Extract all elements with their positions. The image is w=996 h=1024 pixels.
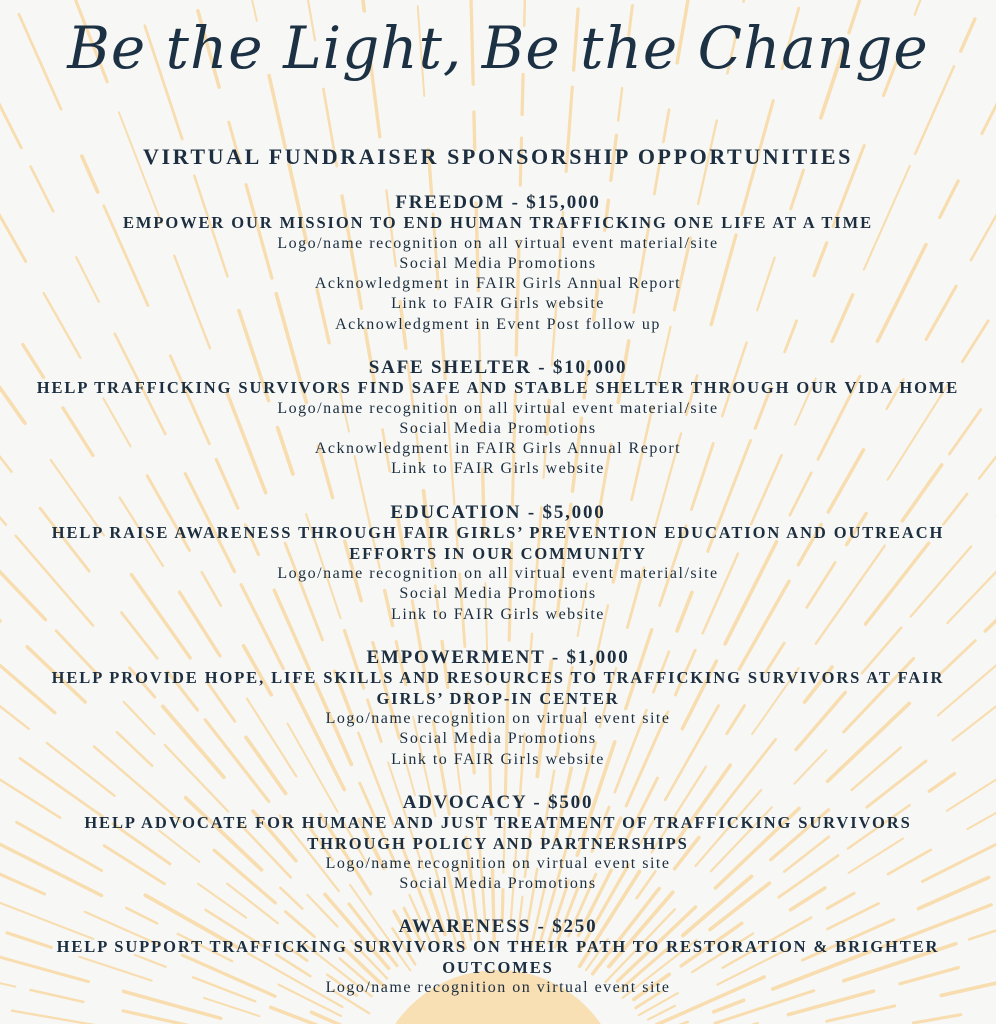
benefit-item: Logo/name recognition on virtual event site bbox=[325, 979, 671, 996]
benefit-list bbox=[0, 978, 996, 998]
benefit-list bbox=[0, 564, 996, 625]
tier-description: HELP ADVOCATE FOR HUMANE AND JUST TREATMENT OF TRAFFICKING SURVIVORS THROUGH POLICY AND PARTNERSHIPS bbox=[84, 813, 912, 853]
sun-ray bbox=[12, 1011, 119, 1024]
sun-ray bbox=[312, 1012, 353, 1024]
benefit-item: Social Media Promotions bbox=[399, 419, 597, 437]
benefit-list bbox=[0, 234, 996, 335]
sun-ray bbox=[827, 1006, 895, 1021]
sun-ray bbox=[914, 1015, 961, 1023]
benefit-list bbox=[0, 854, 996, 895]
page-heading: VIRTUAL FUNDRAISER SPONSORSHIP OPPORTUNITIES bbox=[142, 144, 854, 169]
benefit-item: Link to FAIR Girls website bbox=[391, 605, 605, 623]
script-title: Be the Light, Be the Change bbox=[67, 14, 929, 82]
tier-description: HELP SUPPORT TRAFFICKING SURVIVORS ON THEIR PATH TO RESTORATION & BRIGHTER OUTCOMES bbox=[56, 937, 940, 977]
tier-freedom bbox=[0, 192, 996, 335]
tier-name: ADVOCACY - $500 bbox=[402, 792, 594, 813]
sun-ray bbox=[0, 95, 21, 148]
tier-name: EMPOWERMENT - $1,000 bbox=[366, 647, 630, 668]
tier-description: HELP PROVIDE HOPE, LIFE SKILLS AND RESOURCES TO TRAFFICKING SURVIVORS AT FAIR GIRLS’ DROP-IN CENTER bbox=[51, 668, 945, 708]
sun-ray bbox=[714, 1000, 744, 1012]
benefit-list bbox=[0, 709, 996, 770]
benefit-item: Acknowledgment in Event Post follow up bbox=[335, 315, 661, 333]
benefit-item: Logo/name recognition on all virtual event material/site bbox=[277, 399, 719, 417]
benefit-item: Logo/name recognition on all virtual event material/site bbox=[277, 234, 719, 252]
benefit-item: Social Media Promotions bbox=[399, 730, 597, 748]
tier-empowerment bbox=[0, 647, 996, 770]
tier-description: HELP TRAFFICKING SURVIVORS FIND SAFE AND STABLE SHELTER THROUGH OUR VIDA HOME bbox=[36, 378, 960, 397]
benefit-item: Logo/name recognition on virtual event site bbox=[325, 710, 671, 727]
tier-name: AWARENESS - $250 bbox=[398, 916, 598, 937]
sun-ray bbox=[827, 893, 854, 908]
benefit-item: Logo/name recognition on virtual event site bbox=[325, 855, 671, 872]
tier-description: EMPOWER OUR MISSION TO END HUMAN TRAFFICKING ONE LIFE AT A TIME bbox=[122, 213, 873, 232]
benefit-list bbox=[0, 399, 996, 480]
benefit-item: Social Media Promotions bbox=[399, 585, 597, 603]
tier-education bbox=[0, 502, 996, 625]
sun-ray bbox=[744, 0, 760, 2]
benefit-item: Social Media Promotions bbox=[399, 875, 597, 893]
benefit-item: Link to FAIR Girls website bbox=[391, 750, 605, 768]
tier-name: EDUCATION - $5,000 bbox=[390, 502, 606, 523]
sun-ray bbox=[618, 88, 622, 121]
tier-name: SAFE SHELTER - $10,000 bbox=[368, 357, 628, 378]
benefit-item: Acknowledgment in FAIR Girls Annual Report bbox=[314, 440, 682, 458]
benefit-item: Logo/name recognition on all virtual event material/site bbox=[277, 565, 719, 582]
tier-name: FREEDOM - $15,000 bbox=[395, 192, 601, 213]
benefit-item: Acknowledgment in FAIR Girls Annual Report bbox=[314, 275, 682, 293]
benefit-item: Link to FAIR Girls website bbox=[391, 460, 605, 478]
tier-safe-shelter bbox=[0, 357, 996, 480]
benefit-item: Link to FAIR Girls website bbox=[391, 295, 605, 313]
tier-advocacy bbox=[0, 792, 996, 895]
benefit-item: Social Media Promotions bbox=[399, 254, 597, 272]
tier-awareness bbox=[0, 916, 996, 998]
sun-ray bbox=[929, 774, 954, 792]
tier-description: HELP RAISE AWARENESS THROUGH FAIR GIRLS’ PREVENTION EDUCATION AND OUTREACH EFFORTS IN OUR COMMUNITY bbox=[51, 523, 945, 563]
sun-ray bbox=[663, 110, 669, 142]
